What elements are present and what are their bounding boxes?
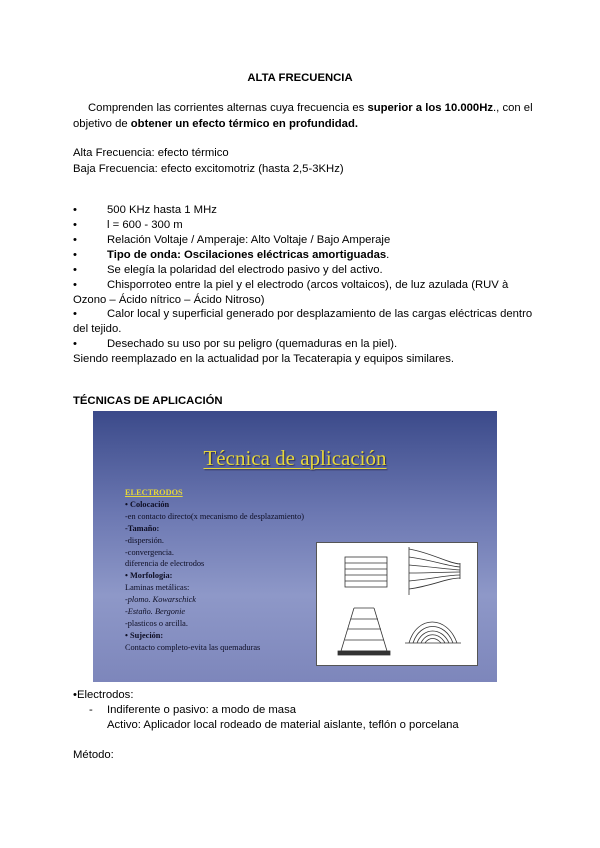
wave-type-bold: Tipo de onda: Oscilaciones eléctricas amortiguadas [107,249,387,261]
bullet-wavelength: l = 600 - 300 m [107,219,183,231]
slide-line-tin: -Estaño. Bergonie [125,607,186,617]
converging-field-icon [409,547,460,595]
intro-bold-frequency: superior a los 10.000Hz [367,102,494,114]
bullet-polarity: Se elegía la polaridad del electrodo pasivo y del activo. [107,264,383,276]
trapezoid-field-icon [338,608,390,655]
slide-line-dispersion: -dispersión. [125,535,164,545]
bullet-marker: • [73,338,77,350]
slide-line-metal-sheets: Laminas metálicas: [125,583,190,593]
bullet-wave-type [107,248,389,263]
bullet-marker: • [73,249,77,261]
intro-text-1: Comprenden las corrientes alternas cuya frecuencia es [88,102,368,114]
parallel-plates-icon [345,557,387,587]
bullet-heat-line-2: del tejido. [73,323,122,335]
replacement-note: Siendo reemplazado en la actualidad por la Tecaterapia y equipos similares. [73,353,454,365]
slide-line-full-contact: Contacto completo-evita las quemaduras [125,642,261,652]
slide-title: Técnica de aplicación [203,446,387,470]
definition-high-frequency: Alta Frecuencia: efecto térmico [73,147,229,159]
page-title: ALTA FRECUENCIA [247,72,353,84]
techniques-heading: TÉCNICAS DE APLICACIÓN [73,395,223,407]
wave-type-end: . [386,249,390,261]
bullet-marker: • [73,279,77,291]
bullet-voltage-ratio: Relación Voltaje / Amperaje: Alto Voltaje / Bajo Amperaje [107,234,391,246]
slide-line-plastics: -plasticos o arcilla. [125,618,188,628]
electrode-dash: - [89,704,93,716]
intro-line-2 [73,117,358,132]
intro-bold-objective: obtener un efecto térmico en profundidad. [130,118,358,130]
bullet-discarded: Desechado su uso por su peligro (quemaduras en la piel). [107,338,398,350]
slide-line-size: -Tamaño: [125,523,160,533]
slide-text-block [125,487,335,654]
electrode-passive: Indiferente o pasivo: a modo de masa [107,704,297,716]
slide-line-electrodes: ELECTRODOS [125,488,183,497]
bullet-marker: • [73,308,77,320]
intro-line-1 [88,101,533,116]
slide-line-direct-contact: -en contacto directo(x mecanismo de desplazamiento) [125,511,304,521]
bullet-marker: • [73,204,77,216]
intro-text-2: ., con el [493,102,533,114]
bullet-marker: • [73,264,77,276]
bullet-heat-line-1: Calor local y superficial generado por desplazamiento de las cargas eléctricas dentro [107,308,533,320]
slide-line-electrode-difference: diferencia de electrodos [125,559,205,569]
bullet-frequency-range: 500 KHz hasta 1 MHz [107,204,217,216]
electrode-diagram-panel [316,542,478,666]
bullet-marker: • [73,219,77,231]
electrodes-heading: •Electrodos: [73,689,134,701]
bullet-sparking-line-1: Chisporroteo entre la piel y el electrodo (arcos voltaicos), de luz azulada (RUV à [107,279,509,291]
method-heading: Método: [73,749,114,761]
slide-line-placement: • Colocación [125,499,170,509]
slide-line-morphology: • Morfologia: [125,571,173,581]
electrode-active: Activo: Aplicador local rodeado de material aislante, teflón o porcelana [107,719,459,731]
arc-field-icon [405,622,461,643]
electrode-field-diagram [317,543,477,665]
slide-line-convergence: -convergencia. [125,547,174,557]
intro-text-3: objetivo de [73,118,131,130]
technique-slide-image [93,411,497,682]
bullet-marker: • [73,234,77,246]
slide-line-fastening: • Sujeción: [125,630,164,640]
definition-low-frequency: Baja Frecuencia: efecto excitomotriz (hasta 2,5-3KHz) [73,163,344,175]
bullet-sparking-line-2: Ozono – Ácido nítrico – Ácido Nitroso) [73,294,265,306]
slide-line-lead: -plomo. Kowarschick [125,595,196,605]
